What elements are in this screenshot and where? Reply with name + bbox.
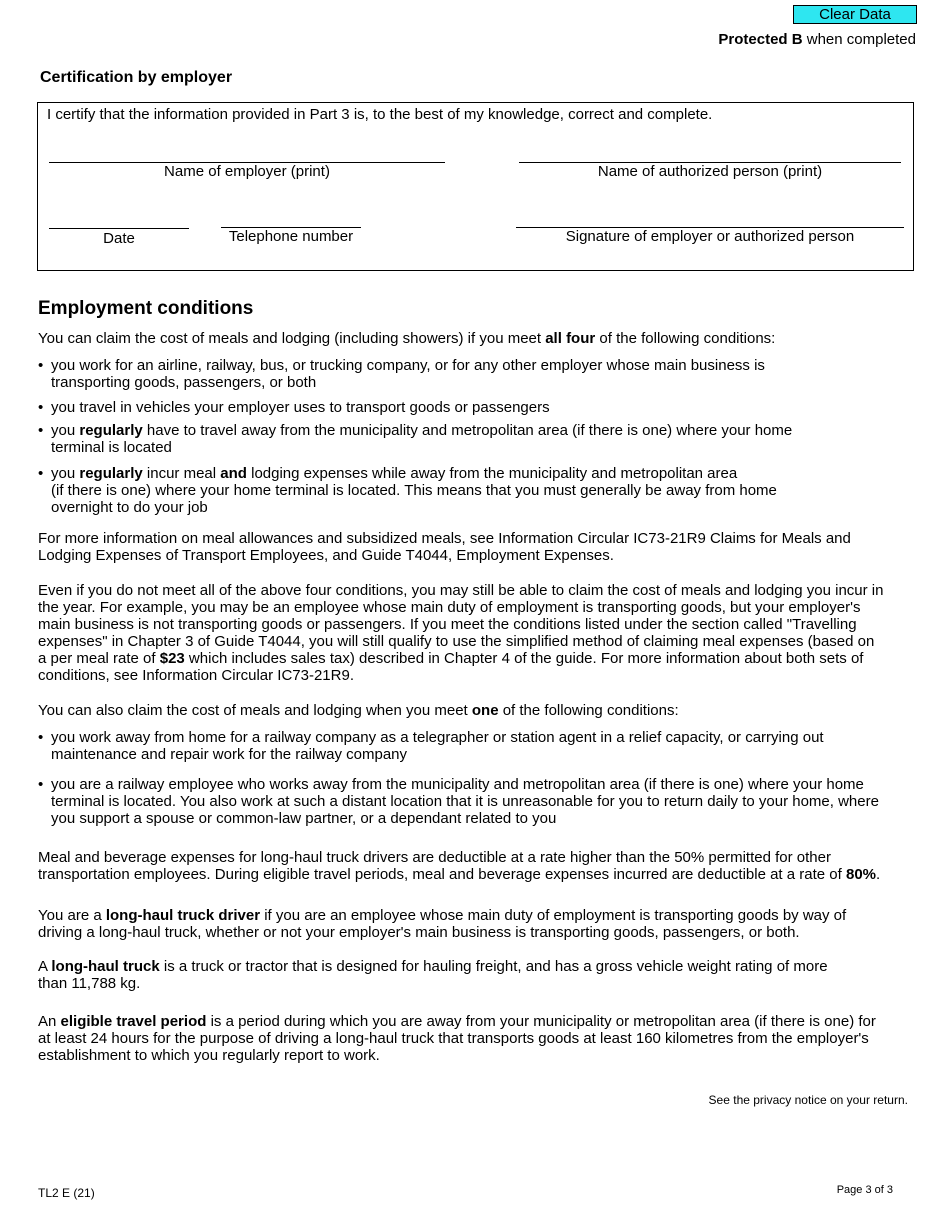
also-claim-paragraph: You can also claim the cost of meals and lodging when you meet one of the following conditions: — [38, 702, 679, 719]
list-item: • you regularly have to travel away from the municipality and metropolitan area (if there is one) where your home terminal is located — [38, 422, 793, 456]
protected-b-notice: Protected B when completed — [718, 31, 916, 48]
list-item: • you are a railway employee who works away from the municipality and metropolitan area (if there is one) where your home terminal is located. You also work at such a distant location that it is unreasonable for you to return daily to your home, where you support a spouse or common-law partner, or a dependant related to you — [38, 776, 879, 827]
more-info-paragraph: For more information on meal allowances and subsidized meals, see Information Circular IC73-21R9 Claims for Meals and Lodging Expenses of Transport Employees, and Guide T4044, Employment Expenses. — [38, 530, 851, 564]
signature-label: Signature of employer or authorized person — [565, 228, 855, 245]
privacy-notice: See the privacy notice on your return. — [708, 1093, 908, 1107]
employment-conditions-heading: Employment conditions — [38, 298, 254, 319]
truck-driver-definition: You are a long-haul truck driver if you are an employee whose main duty of employment is transporting goods by way of driving a long-haul truck, whether or not your employer's main business is transporting goods, passengers, or both. — [38, 907, 847, 941]
meal-rate-paragraph: Meal and beverage expenses for long-haul truck drivers are deductible at a rate higher than the 50% permitted for other transportation employees. During eligible travel periods, meal and beverage expenses incurred are deductible at a rate of 80%. — [38, 849, 881, 883]
page-number: Page 3 of 3 — [836, 1184, 893, 1196]
list-item: • you work away from home for a railway company as a telegrapher or station agent in a relief capacity, or carrying out maintenance and repair work for the railway company — [38, 729, 824, 763]
date-label: Date — [103, 230, 135, 247]
list-item: • you work for an airline, railway, bus, or trucking company, or for any other employer whose main business is transporting goods, passengers, or both — [38, 357, 765, 391]
date-field[interactable] — [49, 228, 189, 229]
clear-data-button[interactable]: Clear Data — [793, 5, 917, 24]
intro-paragraph: You can claim the cost of meals and lodging (including showers) if you meet all four of the following conditions: — [38, 330, 776, 347]
truck-definition: A long-haul truck is a truck or tractor that is designed for hauling freight, and has a gross vehicle weight rating of more than 11,788 kg. — [38, 958, 828, 992]
telephone-label: Telephone number — [228, 228, 354, 245]
authorized-name-label: Name of authorized person (print) — [597, 163, 823, 180]
certification-heading: Certification by employer — [40, 69, 233, 86]
certification-statement: I certify that the information provided in Part 3 is, to the best of my knowledge, correct and complete. — [47, 106, 713, 123]
travel-period-definition: An eligible travel period is a period during which you are away from your municipality or metropolitan area (if there is one) for at least 24 hours for the purpose of driving a long-haul truck that transports goods at least 160 kilometres from the employer's establishment to which you regularly report to work. — [38, 1013, 876, 1064]
employer-name-label: Name of employer (print) — [164, 163, 330, 180]
form-identifier: TL2 E (21) — [38, 1186, 95, 1200]
list-item: • you regularly incur meal and lodging expenses while away from the municipality and metropolitan area (if there is one) where your home terminal is located. This means that you must generally be away from home overnight to do your job — [38, 465, 777, 516]
list-item: • you travel in vehicles your employer uses to transport goods or passengers — [38, 399, 550, 416]
even-if-paragraph: Even if you do not meet all of the above four conditions, you may still be able to claim the cost of meals and lodging you incur in the year. For example, you may be an employee whose main duty of employment is transporting goods, but your employer's main business is not transporting goods or passengers. If you meet the conditions listed under the section called "Travelling expenses" in Chapter 3 of Guide T4044, you will still qualify to use the simplified method of claiming meal expenses (based on a per meal rate of $23 which includes sales tax) described in Chapter 4 of the guide. For more information about both sets of conditions, see Information Circular IC73-21R9. — [38, 582, 884, 684]
